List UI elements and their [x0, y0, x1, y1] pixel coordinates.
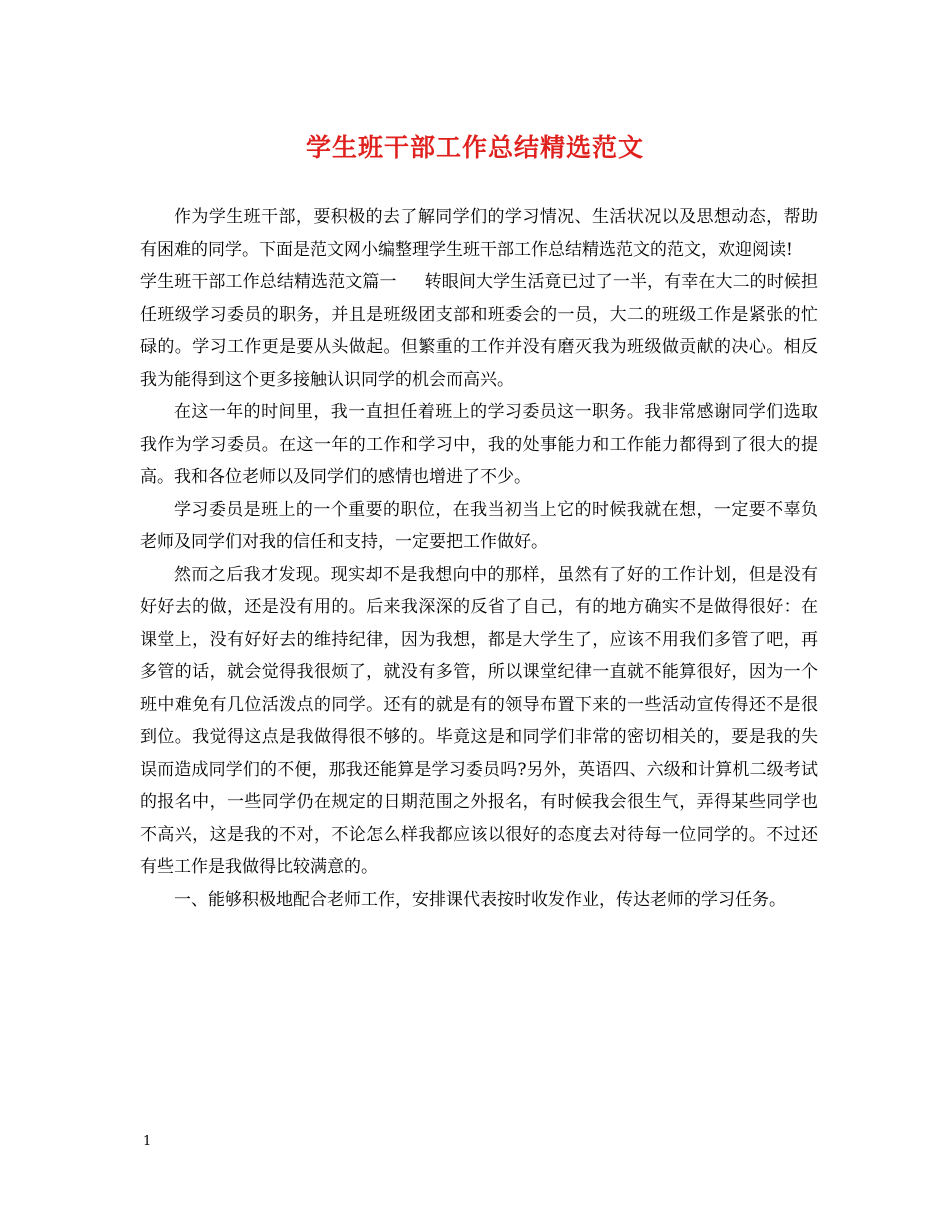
body-paragraph-3: 然而之后我才发现。现实却不是我想向中的那样，虽然有了好的工作计划，但是没有好好去的做，还是没有用的。后来我深深的反省了自己，有的地方确实不是做得很好：在课堂上，没有好好去的维持纪律，因为我想，都是大学生了，应该不用我们多管了吧，再多管的话，就会觉得我很烦了，就没有多管，所以课堂纪律一直就不能算很好，因为一个班中难免有几位活泼点的同学。还有的就是有的领导布置下来的一些活动宣传得还不是很到位。我觉得这点是我做得很不够的。毕竟这是和同学们非常的密切相关的，要是我的失误而造成同学们的不便，那我还能算是学习委员吗?另外，英语四、六级和计算机二级考试的报名中，一些同学仍在规定的日期范围之外报名，有时候我会很生气，弄得某些同学也不高兴，这是我的不对，不论怎么样我都应该以很好的态度去对待每一位同学的。不过还有些工作是我做得比较满意的。: [140, 564, 818, 877]
document-title: 学生班干部工作总结精选范文: [305, 133, 644, 162]
section-heading: 学生班干部工作总结精选范文篇一: [140, 272, 397, 292]
page-number: 1: [143, 1134, 152, 1149]
intro-paragraph: 作为学生班干部，要积极的去了解同学们的学习情况、生活状况以及思想动态，帮助有困难的同学。下面是范文网小编整理学生班干部工作总结精选范文的范文，欢迎阅读!: [140, 207, 818, 260]
body-paragraph-4: 一、能够积极地配合老师工作，安排课代表按时收发作业，传达老师的学习任务。: [174, 889, 786, 910]
section-paragraph: [140, 266, 818, 396]
body-paragraph-2: 学习委员是班上的一个重要的职位，在我当初当上它的时候我就在想，一定要不辜负老师及同学们对我的信任和支持，一定要把工作做好。: [140, 499, 818, 552]
body-paragraph-1: 在这一年的时间里，我一直担任着班上的学习委员这一职务。我非常感谢同学们选取我作为学习委员。在这一年的工作和学习中，我的处事能力和工作能力都得到了很大的提高。我和各位老师以及同学们的感情也增进了不少。: [140, 402, 818, 487]
document-body: [140, 201, 818, 916]
section-first-text: 转眼间大学生活竟已过了一半，有幸在大二的时候担任班级学习委员的职务，并且是班级团支部和班委会的一员，大二的班级工作是紧张的忙碌的。学习工作更是要从头做起。但繁重的工作并没有磨灭我为班级做贡献的决心。相反我为能得到这个更多接触认识同学的机会而高兴。: [140, 272, 818, 390]
